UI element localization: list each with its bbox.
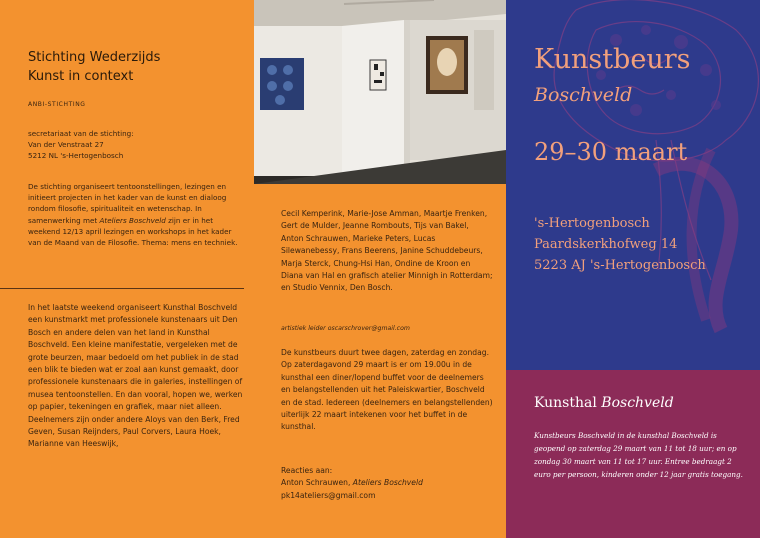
ateliers-name: Ateliers Boschveld — [99, 215, 166, 225]
address-line: Van der Venstraat 27 — [28, 140, 104, 149]
duration-paragraph: De kunstbeurs duurt twee dagen, zaterdag en zondag. Op zaterdagavond 29 maart is er om 19.00u in de kunsthal een diner/lopend buffet voor de deelnemers en belangstellenden uit het Paleiskwartier, Boschveld en de stad. Iedereen (deelnemers en belangstellenden) uiterlijk 22 maart intekenen voor het buffet in de kunsthal. — [281, 348, 493, 432]
org-name: Stichting Wederzijds — [28, 50, 161, 65]
section-divider — [0, 288, 244, 289]
gallery-photo — [254, 0, 506, 184]
left-panel — [0, 0, 254, 538]
event-title: Kunstbeurs — [534, 44, 691, 75]
contact-block — [281, 465, 493, 502]
event-date: 29–30 maart — [534, 138, 688, 166]
contact-label: Reacties aan: — [281, 466, 333, 475]
event-panel — [506, 0, 760, 370]
address-line: 5212 NL 's-Hertogenbosch — [28, 151, 124, 160]
main-paragraph: In het laatste weekend organiseert Kunsthal Boschveld een kunstmarkt met professionele kunstenaars uit Den Bosch en andere delen van het land in Kunsthal Boschveld. Een kleine manifestatie, vergeleken met de grote beurzen, maar bedoeld om het publiek in de stad een blik te bieden wat er zoal aan kunst gemaakt, door professionele kunstenaars die in galeries, instellingen of musea tentoonstellen. En dan vooral, hopen we, werken op papier, tekeningen en grafiek, maar niet alleen. Deelnemers zijn onder andere Aloys van den Berk, Fred Geven, Susan Reijnders, Paul Corvers, Laura Hoek, Marianne van Heeswijk, — [28, 303, 243, 449]
org-tagline: Kunst in context — [28, 69, 134, 84]
event-address: 's-Hertogenbosch Paardskerkhofweg 14 5223 AJ 's-Hertogenbosch — [534, 216, 706, 273]
kunsthal-title: Kunsthal Boschveld — [534, 395, 674, 411]
secretariat-address — [28, 128, 134, 161]
artistic-director-contact: artistiek leider oscarschrover@gmail.com — [281, 325, 410, 332]
artists-list: Cecil Kemperink, Marie-Jose Amman, Maartje Frenken, Gert de Mulder, Jeanne Rombouts, Tijs van Bakel, Anton Schrauwen, Marieke Peters, Lucas Silewanebessy, Frans Beerens, Janine Schuddebeurs, Marja Sterck, Chung-Hsi Han, Ondine de Kroon en Diana van Hal en grafisch atelier Minnigh in Rotterdam; en Studio Vennix, Den Bosch. — [281, 209, 493, 293]
intro-paragraph: De stichting organiseert tentoonstellingen, lezingen en initieert projecten in het kader van de kunst en dialoog rondom filosofie, spiritualiteit en wetenschap. In samenwerking met Ateliers Boschveld zijn er in het weekend 12/13 april lezingen en workshops in het kader van de Maand van de Filosofie. Thema: mens en techniek. — [28, 182, 238, 248]
event-subtitle: Boschveld — [534, 84, 633, 106]
org-title — [28, 48, 160, 86]
anbi-label: ANBI-STICHTING — [28, 101, 86, 108]
opening-hours-text: Kunstbeurs Boschveld in de kunsthal Boschveld is geopend op zaterdag 29 maart van 11 tot 18 uur; en op zondag 30 maart van 11 tot 17 uur. Entree bedraagt 2 euro per persoon, kinderen onder 12 jaar gratis toegang. — [534, 431, 743, 479]
kunsthal-panel — [506, 370, 760, 538]
contact-email-link[interactable]: pk14ateliers@gmail.com — [281, 490, 376, 500]
gallery-interior-image — [254, 0, 506, 184]
address-line: secretariaat van de stichting: — [28, 129, 134, 138]
middle-panel — [254, 0, 506, 538]
contact-person: Anton Schrauwen, Ateliers Boschveld — [281, 478, 423, 488]
